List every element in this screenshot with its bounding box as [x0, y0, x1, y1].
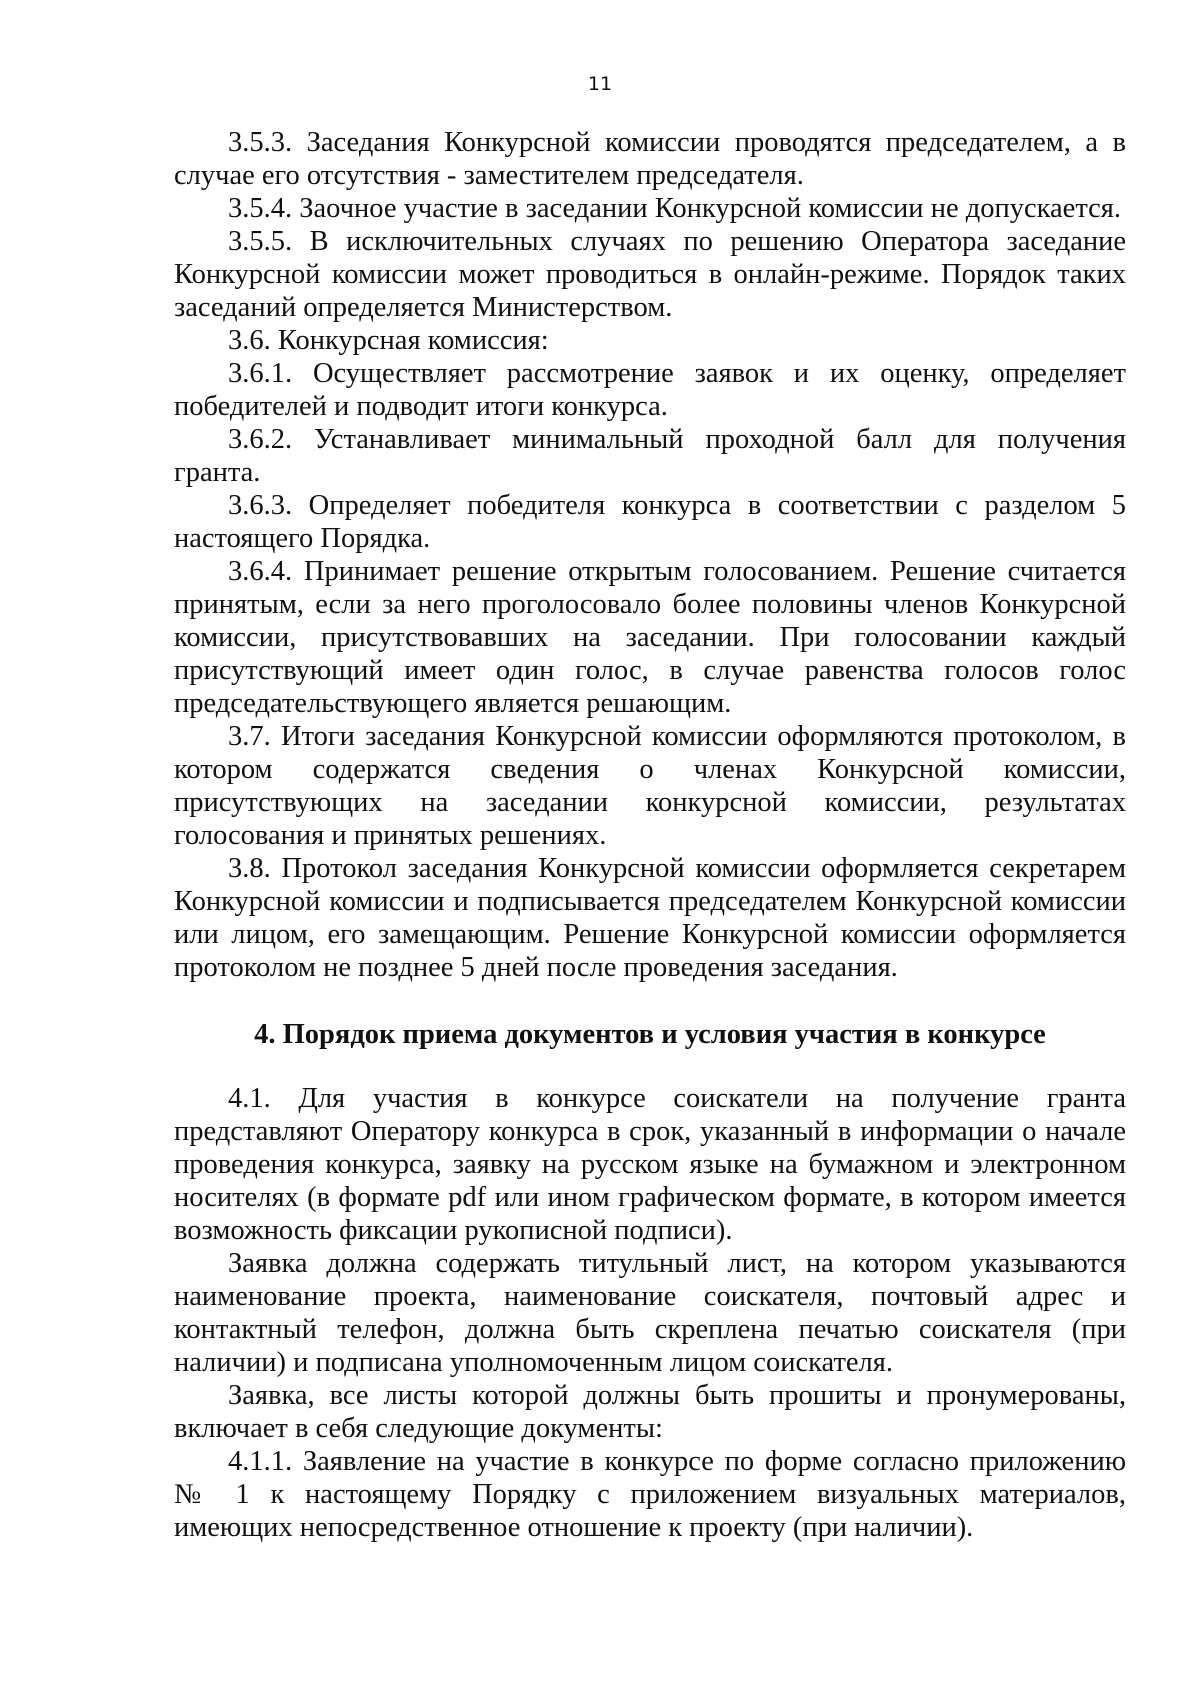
paragraph-3-6-4: 3.6.4. Принимает решение открытым голосованием. Решение считается принятым, если за него проголосовало более половины членов Конкурсной комиссии, присутствовавших на заседании. При голосовании каждый присутствующий имеет один голос, в случае равенства голосов голос председательствующего является решающим.: [174, 556, 1126, 719]
section-heading: 4. Порядок приема документов и условия участия в конкурсе: [254, 1019, 1046, 1050]
paragraph-3-6-2: 3.6.2. Устанавливает минимальный проходной балл для получения гранта.: [174, 424, 1126, 488]
paragraph-4-1-1: 4.1.1. Заявление на участие в конкурсе по форме согласно приложению № 1 к настоящему Порядку с приложением визуальных материалов, имеющих непосредственное отношение к проекту (при наличии).: [174, 1446, 1126, 1543]
paragraph-3-6-3: 3.6.3. Определяет победителя конкурса в соответствии с разделом 5 настоящего Порядка.: [174, 490, 1126, 554]
page-number: 11: [587, 73, 613, 95]
paragraph-title-sheet: Заявка должна содержать титульный лист, на котором указываются наименование проекта, наименование соискателя, почтовый адрес и контактный телефон, должна быть скреплена печатью соискателя (при наличии) и подписана уполномоченным лицом соискателя.: [174, 1248, 1126, 1378]
paragraph-documents-list: Заявка, все листы которой должны быть прошиты и пронумерованы, включает в себя следующие документы:: [174, 1380, 1126, 1444]
paragraph-3-7: 3.7. Итоги заседания Конкурсной комиссии оформляются протоколом, в котором содержатся сведения о членах Конкурсной комиссии, присутствующих на заседании конкурсной комиссии, результатах голосования и принятых решениях.: [174, 721, 1126, 851]
paragraph-3-6-1: 3.6.1. Осуществляет рассмотрение заявок и их оценку, определяет победителей и подводит итоги конкурса.: [174, 358, 1126, 422]
document-body: [174, 126, 1126, 1544]
paragraph-3-6: 3.6. Конкурсная комиссия:: [228, 325, 549, 356]
paragraph-3-5-5: 3.5.5. В исключительных случаях по решению Оператора заседание Конкурсной комиссии может проводиться в онлайн-режиме. Порядок таких заседаний определяется Министерством.: [174, 226, 1126, 323]
paragraph-3-8: 3.8. Протокол заседания Конкурсной комиссии оформляется секретарем Конкурсной комиссии и подписывается председателем Конкурсной комиссии или лицом, его замещающим. Решение Конкурсной комиссии оформляется протоколом не позднее 5 дней после проведения заседания.: [174, 853, 1126, 983]
paragraph-4-1: 4.1. Для участия в конкурсе соискатели на получение гранта представляют Оператору конкурса в срок, указанный в информации о начале проведения конкурса, заявку на русском языке на бумажном и электронном носителях (в формате pdf или ином графическом формате, в котором имеется возможность фиксации рукописной подписи).: [174, 1083, 1126, 1246]
paragraph-3-5-3: 3.5.3. Заседания Конкурсной комиссии проводятся председателем, а в случае его отсутствия - заместителем председателя.: [174, 127, 1126, 191]
paragraph-3-5-4: 3.5.4. Заочное участие в заседании Конкурсной комиссии не допускается.: [228, 193, 1122, 224]
